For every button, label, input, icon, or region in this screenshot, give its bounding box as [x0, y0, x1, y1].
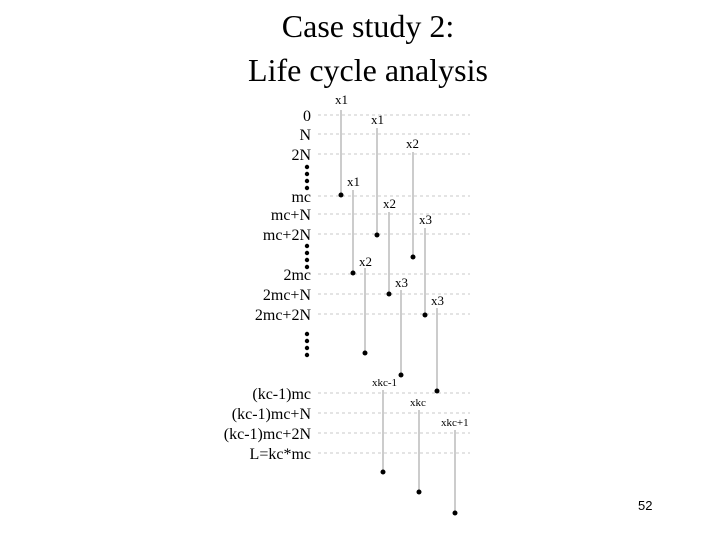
point-label: x1 [347, 174, 360, 189]
row-label-2mc-n: 2mc+N [262, 287, 311, 304]
row-label-0: 0 [303, 108, 311, 125]
point-label: x2 [359, 254, 372, 269]
row-label-mc-n: mc+N [270, 207, 311, 224]
endpoint-3 [411, 255, 416, 260]
endpoint-2 [375, 233, 380, 238]
point-label: xkc+1 [441, 417, 469, 429]
row-label-2n: 2N [291, 147, 311, 164]
ellipsis-dot [305, 172, 309, 176]
slide-title-line-1: Case study 2: [281, 8, 455, 44]
endpoint-6 [423, 313, 428, 318]
endpoint-4 [351, 271, 356, 276]
endpoint-11 [417, 490, 422, 495]
ellipsis-dot [305, 251, 309, 255]
point-label: x3 [419, 212, 432, 227]
ellipsis-dot [305, 346, 309, 350]
ellipsis-dot [305, 179, 309, 183]
row-label-mc: mc [291, 189, 311, 206]
point-label: x3 [395, 275, 408, 290]
row-label-l: L=kc*mc [249, 446, 311, 463]
endpoint-1 [339, 193, 344, 198]
endpoint-8 [399, 373, 404, 378]
ellipsis-dot [305, 353, 309, 357]
row-labels [224, 108, 312, 463]
ellipsis-dot [305, 165, 309, 169]
endpoint-9 [435, 389, 440, 394]
point-label: x3 [431, 293, 444, 308]
point-label: xkc-1 [372, 377, 398, 389]
endpoint-5 [387, 292, 392, 297]
point-label: x2 [406, 136, 419, 151]
row-label-2mc-2n: 2mc+2N [254, 307, 311, 324]
ellipsis-dot [305, 339, 309, 343]
point-labels [335, 92, 469, 429]
slide-title-line-2: Life cycle analysis [248, 52, 488, 88]
row-label-2mc: 2mc [283, 267, 311, 284]
row-label-kc-1-mc: (kc-1)mc [252, 386, 311, 403]
endpoints [339, 193, 458, 516]
slide-number: 52 [638, 498, 653, 513]
point-label: xkc [410, 397, 426, 409]
row-label-n: N [299, 127, 311, 144]
ellipsis-dot [305, 244, 309, 248]
point-label: x1 [335, 92, 348, 107]
ellipsis-dot [305, 332, 309, 336]
point-label: x1 [371, 112, 384, 127]
row-label-kc-1-mc-n: (kc-1)mc+N [231, 406, 311, 423]
row-label-kc-1-mc-2n: (kc-1)mc+2N [223, 426, 311, 443]
endpoint-12 [453, 511, 458, 516]
endpoint-10 [381, 470, 386, 475]
point-label: x2 [383, 196, 396, 211]
row-label-mc-2n: mc+2N [262, 227, 311, 244]
endpoint-7 [363, 351, 368, 356]
ellipsis-dot [305, 258, 309, 262]
